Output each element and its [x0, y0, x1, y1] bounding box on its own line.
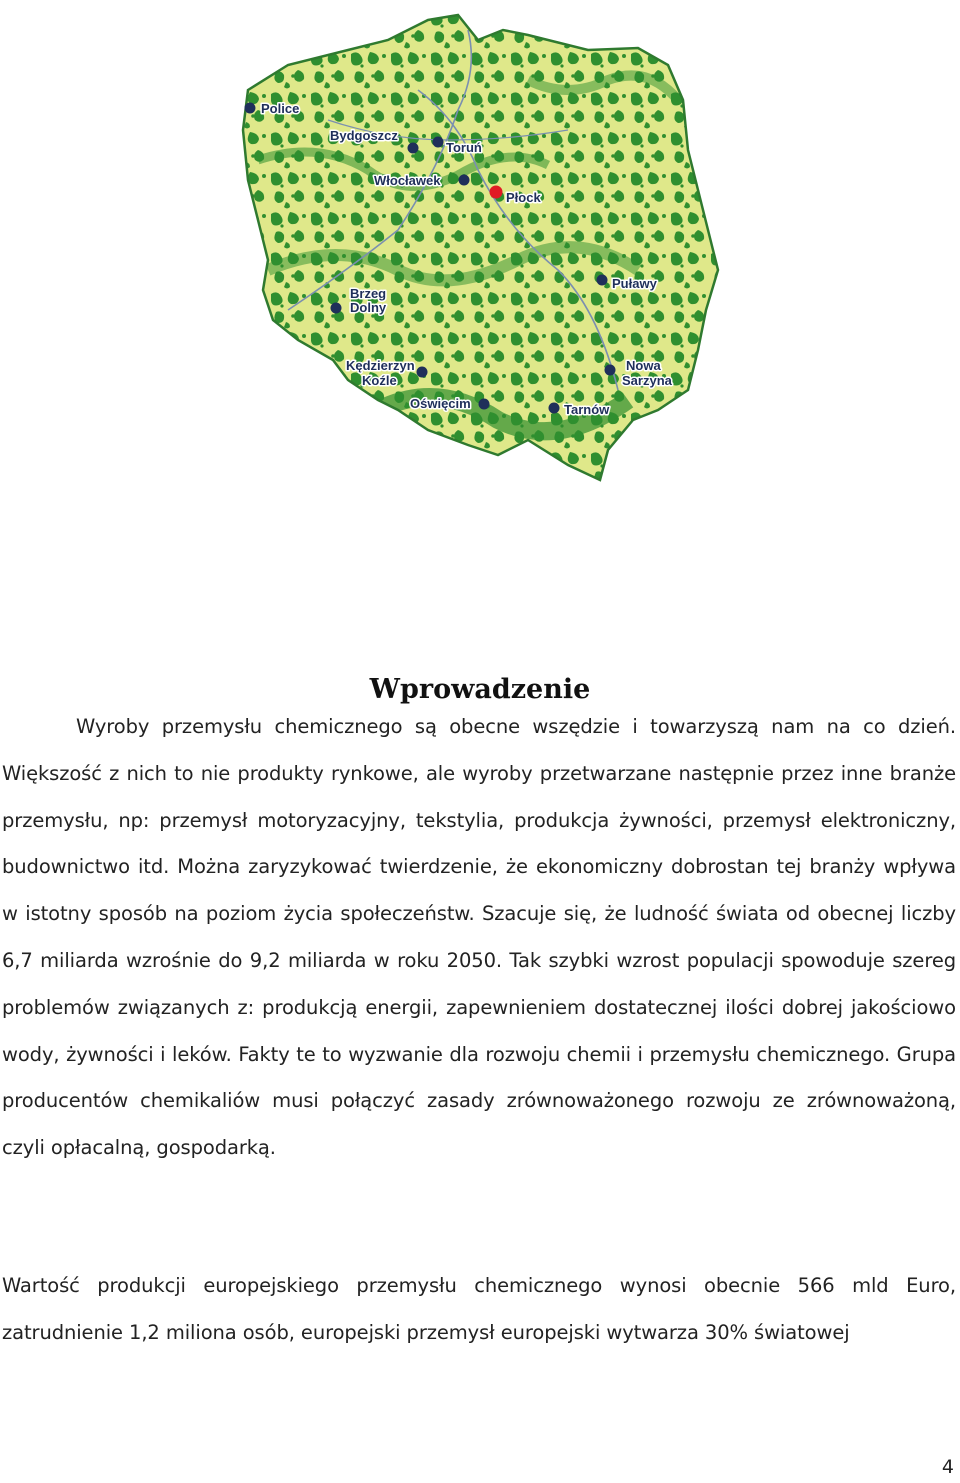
city-label-tarnow: Tarnów [564, 402, 610, 417]
poland-map-figure [228, 10, 728, 488]
page-number: 4 [941, 1456, 954, 1478]
city-label-brzeg: Brzeg [350, 286, 387, 301]
city-label-kedzierzyn: Kędzierzyn [346, 358, 415, 373]
city-label-pulawy: Puławy [612, 276, 657, 291]
city-label-torun: Toruń [446, 140, 482, 155]
paragraph-introduction: Wyroby przemysłu chemicznego są obecne wszędzie i towarzyszą nam na co dzień. Większość z nich to nie produkty rynkowe, ale wyroby przetwarzane następnie przez inne branże przemysłu, np: przemysł motoryzacyjny, tekstylia, produkcja żywności, przemysł elektroniczny, budownictwo itd. Można zaryzykować twierdzenie, że ekonomiczny dobrostan tej branży wpływa w istotny sposób na poziom życia społeczeństw. Szacuje się, że ludność świata od obecnej liczby 6,7 miliarda wzrośnie do 9,2 miliarda w roku 2050. Tak szybki wzrost populacji spowoduje szereg problemów związanych z: produkcją energii, zapewnieniem dostatecznej ilości dobrej jakościowo wody, żywności i leków. Fakty te to wyzwanie dla rozwoju chemii i przemysłu chemicznego. Grupa producentów chemikaliów musi połączyć zasady zrównoważonego rozwoju ze zrównoważoną, czyli opłacalną, gospodarką. [2, 715, 956, 1160]
city-label-police: Police [261, 101, 300, 116]
section-title: Wprowadzenie [369, 674, 591, 705]
city-label-sarzyna: Sarzyna [622, 373, 672, 388]
city-label-oswiecim: Oświęcim [410, 396, 471, 411]
poland-map [228, 10, 728, 488]
city-label-kozle: Koźle [362, 373, 397, 388]
city-label-bydgoszcz: Bydgoszcz [330, 128, 398, 143]
city-label-nowa: Nowa [626, 358, 661, 373]
paragraph-production-value: Wartość produkcji europejskiego przemysłu chemicznego wynosi obecnie 566 mld Euro, zatrudnienie 1,2 miliona osób, europejski przemysł europejski wytwarza 30% światowej [2, 1274, 956, 1344]
city-label-dolny: Dolny [350, 300, 387, 315]
city-label-wloclawek: Włocławek [374, 173, 441, 188]
city-label-plock: Płock [506, 190, 541, 205]
